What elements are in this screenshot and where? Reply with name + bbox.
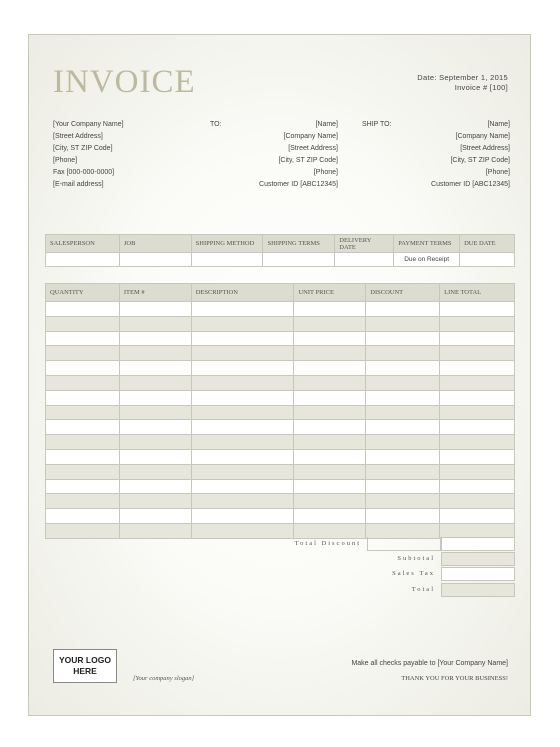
line-items-table [45, 283, 515, 539]
item-number-cell[interactable] [119, 346, 191, 361]
table-row [46, 435, 515, 450]
discount-cell[interactable] [366, 449, 440, 464]
header-salesperson: SALESPERSON [46, 235, 120, 253]
discount-cell[interactable] [366, 375, 440, 390]
header-shipping-method: SHIPPING METHOD [191, 235, 263, 253]
description-cell[interactable] [191, 523, 294, 538]
sender-email: [E-mail address] [53, 181, 104, 188]
job-cell[interactable] [119, 253, 191, 267]
sales-tax-label: Sales Tax [392, 570, 435, 577]
company-slogan: [Your company slogan] [133, 675, 195, 682]
logo-line-2: HERE [73, 666, 97, 676]
to-label: TO: [210, 121, 222, 128]
item-number-cell[interactable] [119, 464, 191, 479]
line-total-cell[interactable] [440, 509, 515, 524]
table-row [46, 509, 515, 524]
unit-price-cell[interactable] [294, 494, 366, 509]
unit-price-cell[interactable] [294, 302, 366, 317]
sender-phone: [Phone] [53, 157, 78, 164]
quantity-cell[interactable] [46, 479, 120, 494]
line-total-cell[interactable] [440, 494, 515, 509]
logo-line-1: YOUR LOGO [59, 655, 111, 665]
table-row [46, 302, 515, 317]
ship-name: [Name] [487, 121, 510, 128]
to-city: [City, ST ZIP Code] [278, 157, 338, 164]
quantity-cell[interactable] [46, 390, 120, 405]
unit-price-cell[interactable] [294, 523, 366, 538]
quantity-cell[interactable] [46, 316, 120, 331]
quantity-cell[interactable] [46, 449, 120, 464]
unit-price-cell[interactable] [294, 509, 366, 524]
table-row [46, 390, 515, 405]
invoice-page [28, 34, 531, 716]
to-customer-id: Customer ID [ABC12345] [259, 181, 338, 188]
sender-address [53, 119, 124, 191]
header-description: DESCRIPTION [191, 284, 294, 302]
quantity-cell[interactable] [46, 302, 120, 317]
total-discount-empty [367, 537, 441, 551]
line-total-cell[interactable] [440, 479, 515, 494]
unit-price-cell[interactable] [294, 316, 366, 331]
quantity-cell[interactable] [46, 494, 120, 509]
sales-tax-field[interactable] [441, 567, 515, 581]
table-row [46, 479, 515, 494]
description-cell[interactable] [191, 361, 294, 376]
salesperson-cell[interactable] [46, 253, 120, 267]
line-total-cell[interactable] [440, 331, 515, 346]
item-number-cell[interactable] [119, 523, 191, 538]
unit-price-cell[interactable] [294, 346, 366, 361]
line-total-cell[interactable] [440, 346, 515, 361]
discount-cell[interactable] [366, 479, 440, 494]
table-row [46, 316, 515, 331]
quantity-cell[interactable] [46, 509, 120, 524]
description-cell[interactable] [191, 420, 294, 435]
line-total-cell[interactable] [440, 316, 515, 331]
discount-cell[interactable] [366, 494, 440, 509]
unit-price-cell[interactable] [294, 464, 366, 479]
line-total-cell[interactable] [440, 420, 515, 435]
table-row [46, 420, 515, 435]
invoice-meta [417, 73, 508, 93]
description-cell[interactable] [191, 316, 294, 331]
table-row [46, 449, 515, 464]
quantity-cell[interactable] [46, 361, 120, 376]
to-street: [Street Address] [288, 145, 338, 152]
bill-to-address [225, 119, 338, 191]
discount-cell[interactable] [366, 435, 440, 450]
subtotal-field[interactable] [441, 552, 515, 566]
discount-cell[interactable] [366, 464, 440, 479]
unit-price-cell[interactable] [294, 435, 366, 450]
table-row [46, 361, 515, 376]
checks-payable-note: Make all checks payable to [Your Company Name] [351, 660, 508, 667]
quantity-cell[interactable] [46, 346, 120, 361]
invoice-date: Date: September 1, 2015 [417, 73, 508, 82]
header-payment-terms: PAYMENT TERMS [394, 235, 460, 253]
discount-cell[interactable] [366, 509, 440, 524]
quantity-cell[interactable] [46, 435, 120, 450]
shipping-method-cell[interactable] [191, 253, 263, 267]
order-info-table [45, 234, 515, 267]
item-number-cell[interactable] [119, 375, 191, 390]
discount-cell[interactable] [366, 361, 440, 376]
quantity-cell[interactable] [46, 375, 120, 390]
item-number-cell[interactable] [119, 302, 191, 317]
discount-cell[interactable] [366, 390, 440, 405]
description-cell[interactable] [191, 375, 294, 390]
quantity-cell[interactable] [46, 420, 120, 435]
line-total-cell[interactable] [440, 405, 515, 420]
header-due-date: DUE DATE [460, 235, 515, 253]
total-field[interactable] [441, 583, 515, 597]
sender-fax: Fax [000-000-0000] [53, 169, 115, 176]
header-job: JOB [119, 235, 191, 253]
sender-street: [Street Address] [53, 133, 103, 140]
unit-price-cell[interactable] [294, 479, 366, 494]
table-row [46, 464, 515, 479]
description-cell[interactable] [191, 494, 294, 509]
item-number-cell[interactable] [119, 331, 191, 346]
to-company: [Company Name] [283, 133, 338, 140]
discount-cell[interactable] [366, 405, 440, 420]
sender-city: [City, ST ZIP Code] [53, 145, 113, 152]
header-quantity: QUANTITY [46, 284, 120, 302]
description-cell[interactable] [191, 405, 294, 420]
description-cell[interactable] [191, 479, 294, 494]
ship-to-label: SHIP TO: [362, 121, 392, 128]
discount-cell[interactable] [366, 331, 440, 346]
total-discount-label: Total Discount [294, 540, 361, 547]
line-total-cell[interactable] [440, 361, 515, 376]
description-cell[interactable] [191, 346, 294, 361]
quantity-cell[interactable] [46, 405, 120, 420]
total-discount-field[interactable] [441, 537, 515, 551]
header-discount: DISCOUNT [366, 284, 440, 302]
header-line-total: LINE TOTAL [440, 284, 515, 302]
discount-cell[interactable] [366, 420, 440, 435]
company-logo-placeholder[interactable] [53, 649, 117, 683]
delivery-date-cell[interactable] [335, 253, 394, 267]
description-cell[interactable] [191, 435, 294, 450]
unit-price-cell[interactable] [294, 375, 366, 390]
item-number-cell[interactable] [119, 316, 191, 331]
ship-phone: [Phone] [485, 169, 510, 176]
header-unit-price: UNIT PRICE [294, 284, 366, 302]
payment-terms-cell[interactable]: Due on Receipt [394, 253, 460, 267]
description-cell[interactable] [191, 302, 294, 317]
description-cell[interactable] [191, 449, 294, 464]
shipping-terms-cell[interactable] [263, 253, 335, 267]
ship-street: [Street Address] [460, 145, 510, 152]
item-number-cell[interactable] [119, 390, 191, 405]
unit-price-cell[interactable] [294, 449, 366, 464]
discount-cell[interactable] [366, 346, 440, 361]
table-row [46, 494, 515, 509]
item-number-cell[interactable] [119, 494, 191, 509]
subtotal-label: Subtotal [397, 555, 435, 562]
table-row [46, 346, 515, 361]
item-number-cell[interactable] [119, 509, 191, 524]
discount-cell[interactable] [366, 302, 440, 317]
header-shipping-terms: SHIPPING TERMS [263, 235, 335, 253]
description-cell[interactable] [191, 331, 294, 346]
to-phone: [Phone] [313, 169, 338, 176]
ship-company: [Company Name] [455, 133, 510, 140]
invoice-number: Invoice # [100] [454, 83, 508, 92]
line-total-cell[interactable] [440, 375, 515, 390]
line-total-cell[interactable] [440, 302, 515, 317]
line-total-cell[interactable] [440, 464, 515, 479]
item-number-cell[interactable] [119, 479, 191, 494]
sender-company: [Your Company Name] [53, 121, 124, 128]
table-row [46, 375, 515, 390]
header-delivery-date: DELIVERY DATE [335, 235, 394, 253]
header-item-number: ITEM # [119, 284, 191, 302]
unit-price-cell[interactable] [294, 390, 366, 405]
item-number-cell[interactable] [119, 435, 191, 450]
quantity-cell[interactable] [46, 523, 120, 538]
unit-price-cell[interactable] [294, 405, 366, 420]
total-label: Total [411, 586, 435, 593]
description-cell[interactable] [191, 464, 294, 479]
item-number-cell[interactable] [119, 420, 191, 435]
discount-cell[interactable] [366, 316, 440, 331]
quantity-cell[interactable] [46, 331, 120, 346]
ship-to-address [400, 119, 510, 191]
invoice-title: INVOICE [53, 64, 196, 100]
line-total-cell[interactable] [440, 390, 515, 405]
ship-customer-id: Customer ID [ABC12345] [431, 181, 510, 188]
item-number-cell[interactable] [119, 361, 191, 376]
unit-price-cell[interactable] [294, 331, 366, 346]
unit-price-cell[interactable] [294, 420, 366, 435]
due-date-cell[interactable] [460, 253, 515, 267]
table-row [46, 405, 515, 420]
line-total-cell[interactable] [440, 435, 515, 450]
quantity-cell[interactable] [46, 464, 120, 479]
ship-city: [City, ST ZIP Code] [450, 157, 510, 164]
description-cell[interactable] [191, 509, 294, 524]
to-name: [Name] [315, 121, 338, 128]
table-row [46, 331, 515, 346]
item-number-cell[interactable] [119, 405, 191, 420]
thank-you-note: THANK YOU FOR YOUR BUSINESS! [401, 675, 508, 682]
item-number-cell[interactable] [119, 449, 191, 464]
description-cell[interactable] [191, 390, 294, 405]
unit-price-cell[interactable] [294, 361, 366, 376]
line-total-cell[interactable] [440, 449, 515, 464]
